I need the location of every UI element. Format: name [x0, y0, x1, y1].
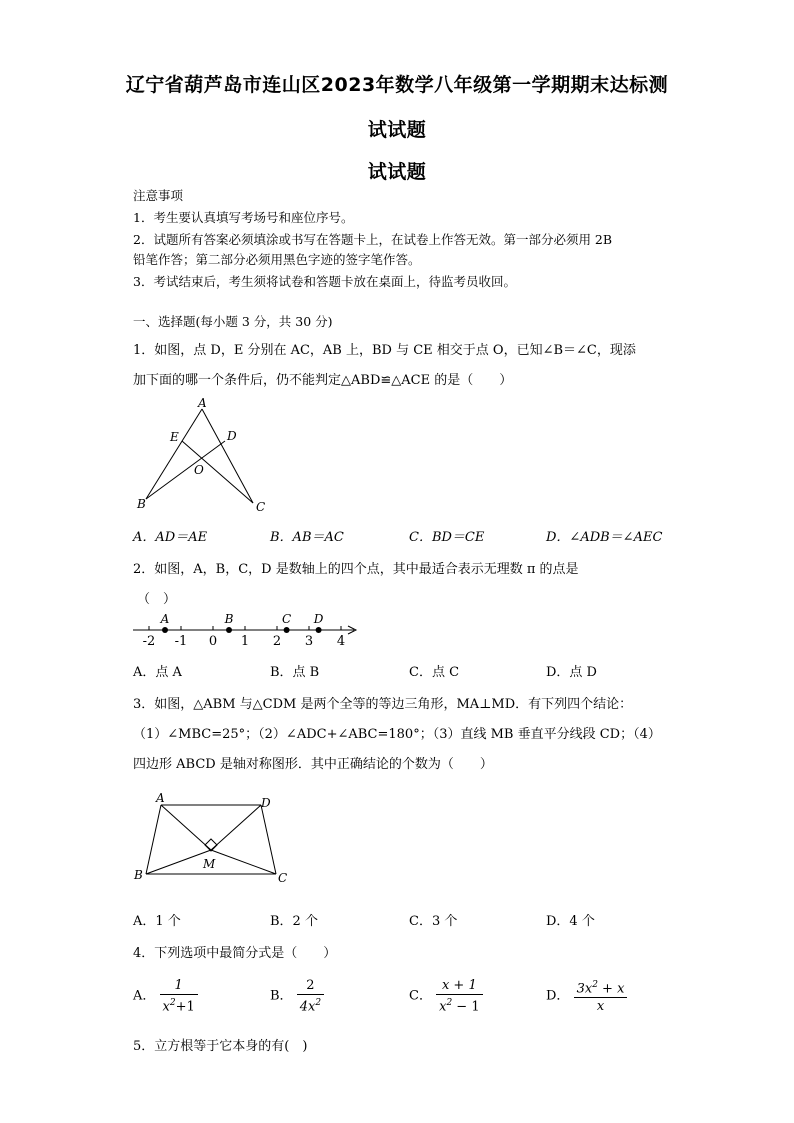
q2-tick-label: 0: [208, 634, 218, 649]
q2-text-line1: 2．如图，A，B，C，D 是数轴上的四个点，其中最适合表示无理数 π 的点是: [133, 562, 579, 577]
q4-fraction-d: [574, 977, 628, 1015]
q4-fraction-b: [297, 977, 324, 1015]
q2-option-a[interactable]: A．点 A: [133, 665, 182, 680]
q3-line-am: [161, 805, 211, 850]
q1-label-d: D: [227, 429, 237, 443]
q2-tick-label: 2: [272, 634, 282, 649]
q3-label-a: A: [156, 791, 165, 805]
q2-point-a: [162, 627, 168, 633]
q4-fa-den-exp: 2: [169, 998, 176, 1008]
q4-fc-den-exp: 2: [446, 998, 453, 1008]
q4-fraction-c: [436, 977, 483, 1015]
q4-fa-den-rest: +1: [175, 999, 195, 1015]
q2-option-d[interactable]: D．点 D: [546, 665, 597, 680]
q4-option-d[interactable]: [546, 977, 627, 1015]
q4-fraction-a: [160, 977, 198, 1015]
q1-line-bd: [146, 441, 225, 499]
q4-fd-num-rest: + x: [597, 981, 625, 997]
notice-heading: 注意事项: [133, 188, 184, 203]
q3-line-cm: [211, 850, 276, 874]
q4-fa-den-base: x: [162, 999, 170, 1015]
notice-item-2b: 铅笔作答；第二部分必须用黑色字迹的签字笔作答。: [133, 252, 421, 267]
q3-right-angle-icon: [205, 839, 217, 851]
q2-point-b: [226, 627, 232, 633]
q1-line-ce: [182, 441, 253, 503]
notice-item-3: 3．考试结束后，考生须将试卷和答题卡放在桌面上，待监考员收回。: [133, 274, 516, 289]
q4-fraction-b-denominator: [297, 995, 324, 1015]
q3-label-d: D: [261, 796, 271, 810]
q2-option-c[interactable]: C．点 C: [409, 665, 460, 680]
page-subtitle: 试试题: [367, 119, 427, 141]
q4-option-a[interactable]: [133, 977, 198, 1015]
q3-option-b[interactable]: B．2 个: [270, 914, 318, 929]
q1-label-b: B: [137, 497, 146, 511]
q1-option-a[interactable]: A．AD＝AE: [133, 530, 208, 545]
q3-figure: [128, 790, 298, 888]
q2-point-label-c: C: [282, 612, 292, 626]
q2-point-label-d: D: [313, 612, 324, 626]
q2-point-label-a: A: [160, 612, 170, 626]
page-subtitle-repeat: 试试题: [367, 161, 427, 183]
q4-option-c-letter: C．: [409, 988, 432, 1004]
q1-text-line2: 加下面的哪一个条件后，仍不能判定△ABD≌△ACE 的是（ ）: [133, 373, 513, 388]
q3-line-dc: [261, 805, 276, 874]
q1-line-ac: [202, 409, 253, 503]
q4-option-b[interactable]: [270, 977, 324, 1015]
q2-tick-label: -2: [142, 634, 156, 649]
q4-option-b-letter: B．: [270, 988, 293, 1004]
q4-option-d-letter: D．: [546, 988, 570, 1004]
q1-label-o: O: [194, 463, 204, 477]
q2-number-line: [128, 610, 368, 652]
q1-label-e: E: [170, 430, 179, 444]
q4-fraction-a-numerator: 1: [160, 977, 198, 995]
q4-fraction-b-numerator: 2: [297, 977, 324, 995]
q4-option-a-letter: A．: [133, 988, 156, 1004]
q1-label-a: A: [198, 396, 207, 410]
q4-fraction-c-denominator: [436, 995, 483, 1015]
q3-label-m: M: [203, 857, 216, 871]
q1-line-ab: [146, 409, 202, 499]
q3-option-c[interactable]: C．3 个: [409, 914, 458, 929]
q1-option-d[interactable]: D．∠ADB＝∠AEC: [546, 530, 663, 545]
q3-text-line2: （1）∠MBC=25°；（2）∠ADC+∠ABC=180°；（3）直线 MB 垂直平分线段 CD；（4）: [133, 727, 661, 742]
q4-fraction-d-denominator: x: [596, 999, 605, 1015]
q4-fc-den-base: x: [439, 999, 447, 1015]
q2-tick-label: 3: [304, 634, 314, 649]
q1-label-c: C: [256, 500, 266, 514]
q4-option-c[interactable]: [409, 977, 483, 1015]
notice-item-2a: 2．试题所有答案必须填涂或书写在答题卡上，在试卷上作答无效。第一部分必须用 2B: [133, 232, 613, 247]
q5-text-line1: 5．立方根等于它本身的有( ): [133, 1039, 308, 1054]
q4-fraction-d-numerator: [574, 977, 628, 998]
q3-label-b: B: [134, 868, 143, 882]
q1-option-c[interactable]: C．BD＝CE: [409, 530, 485, 545]
q4-fb-den-base: 4x: [299, 999, 316, 1015]
q3-line-bm: [146, 850, 211, 874]
q3-line-dm: [211, 805, 261, 850]
q3-text-line3: 四边形 ABCD 是轴对称图形．其中正确结论的个数为（ ）: [133, 757, 493, 772]
q4-fc-den-rest: − 1: [452, 999, 480, 1015]
q3-text-line1: 3．如图，△ABM 与△CDM 是两个全等的等边三角形，MA⊥MD．有下列四个结论：: [133, 697, 633, 712]
notice-item-1: 1．考生要认真填写考场号和座位序号。: [133, 210, 354, 225]
q4-fd-num-base: 3x: [576, 981, 593, 997]
q3-line-ab: [146, 805, 161, 874]
q1-figure: [128, 395, 278, 517]
q2-point-label-b: B: [224, 612, 234, 626]
q4-fraction-a-denominator: [160, 995, 198, 1015]
q1-text-line1: 1．如图，点 D，E 分别在 AC，AB 上，BD 与 CE 相交于点 O，已知∠B＝∠C，现添: [133, 343, 636, 358]
q4-fb-den-exp: 2: [315, 998, 322, 1008]
q2-point-d: [316, 627, 322, 633]
q4-fraction-c-numerator: x + 1: [436, 977, 483, 995]
q4-text-line1: 4．下列选项中最简分式是（ ）: [133, 946, 337, 961]
q2-text-line2: （ ）: [137, 592, 177, 607]
q2-tick-label: 1: [240, 634, 250, 649]
q3-option-a[interactable]: A．1 个: [133, 914, 181, 929]
q3-label-c: C: [278, 871, 288, 885]
section-heading: 一、选择题(每小题 3 分，共 30 分): [133, 314, 333, 329]
q2-option-b[interactable]: B．点 B: [270, 665, 320, 680]
q3-option-d[interactable]: D．4 个: [546, 914, 595, 929]
q4-fd-num-exp: 2: [592, 980, 598, 990]
q2-tick-label: 4: [336, 634, 346, 649]
q2-tick-label: -1: [174, 634, 188, 649]
q2-point-c: [284, 627, 290, 633]
page-title: 辽宁省葫芦岛市连山区2023年数学八年级第一学期期末达标测: [125, 74, 669, 96]
q1-option-b[interactable]: B．AB＝AC: [270, 530, 344, 545]
